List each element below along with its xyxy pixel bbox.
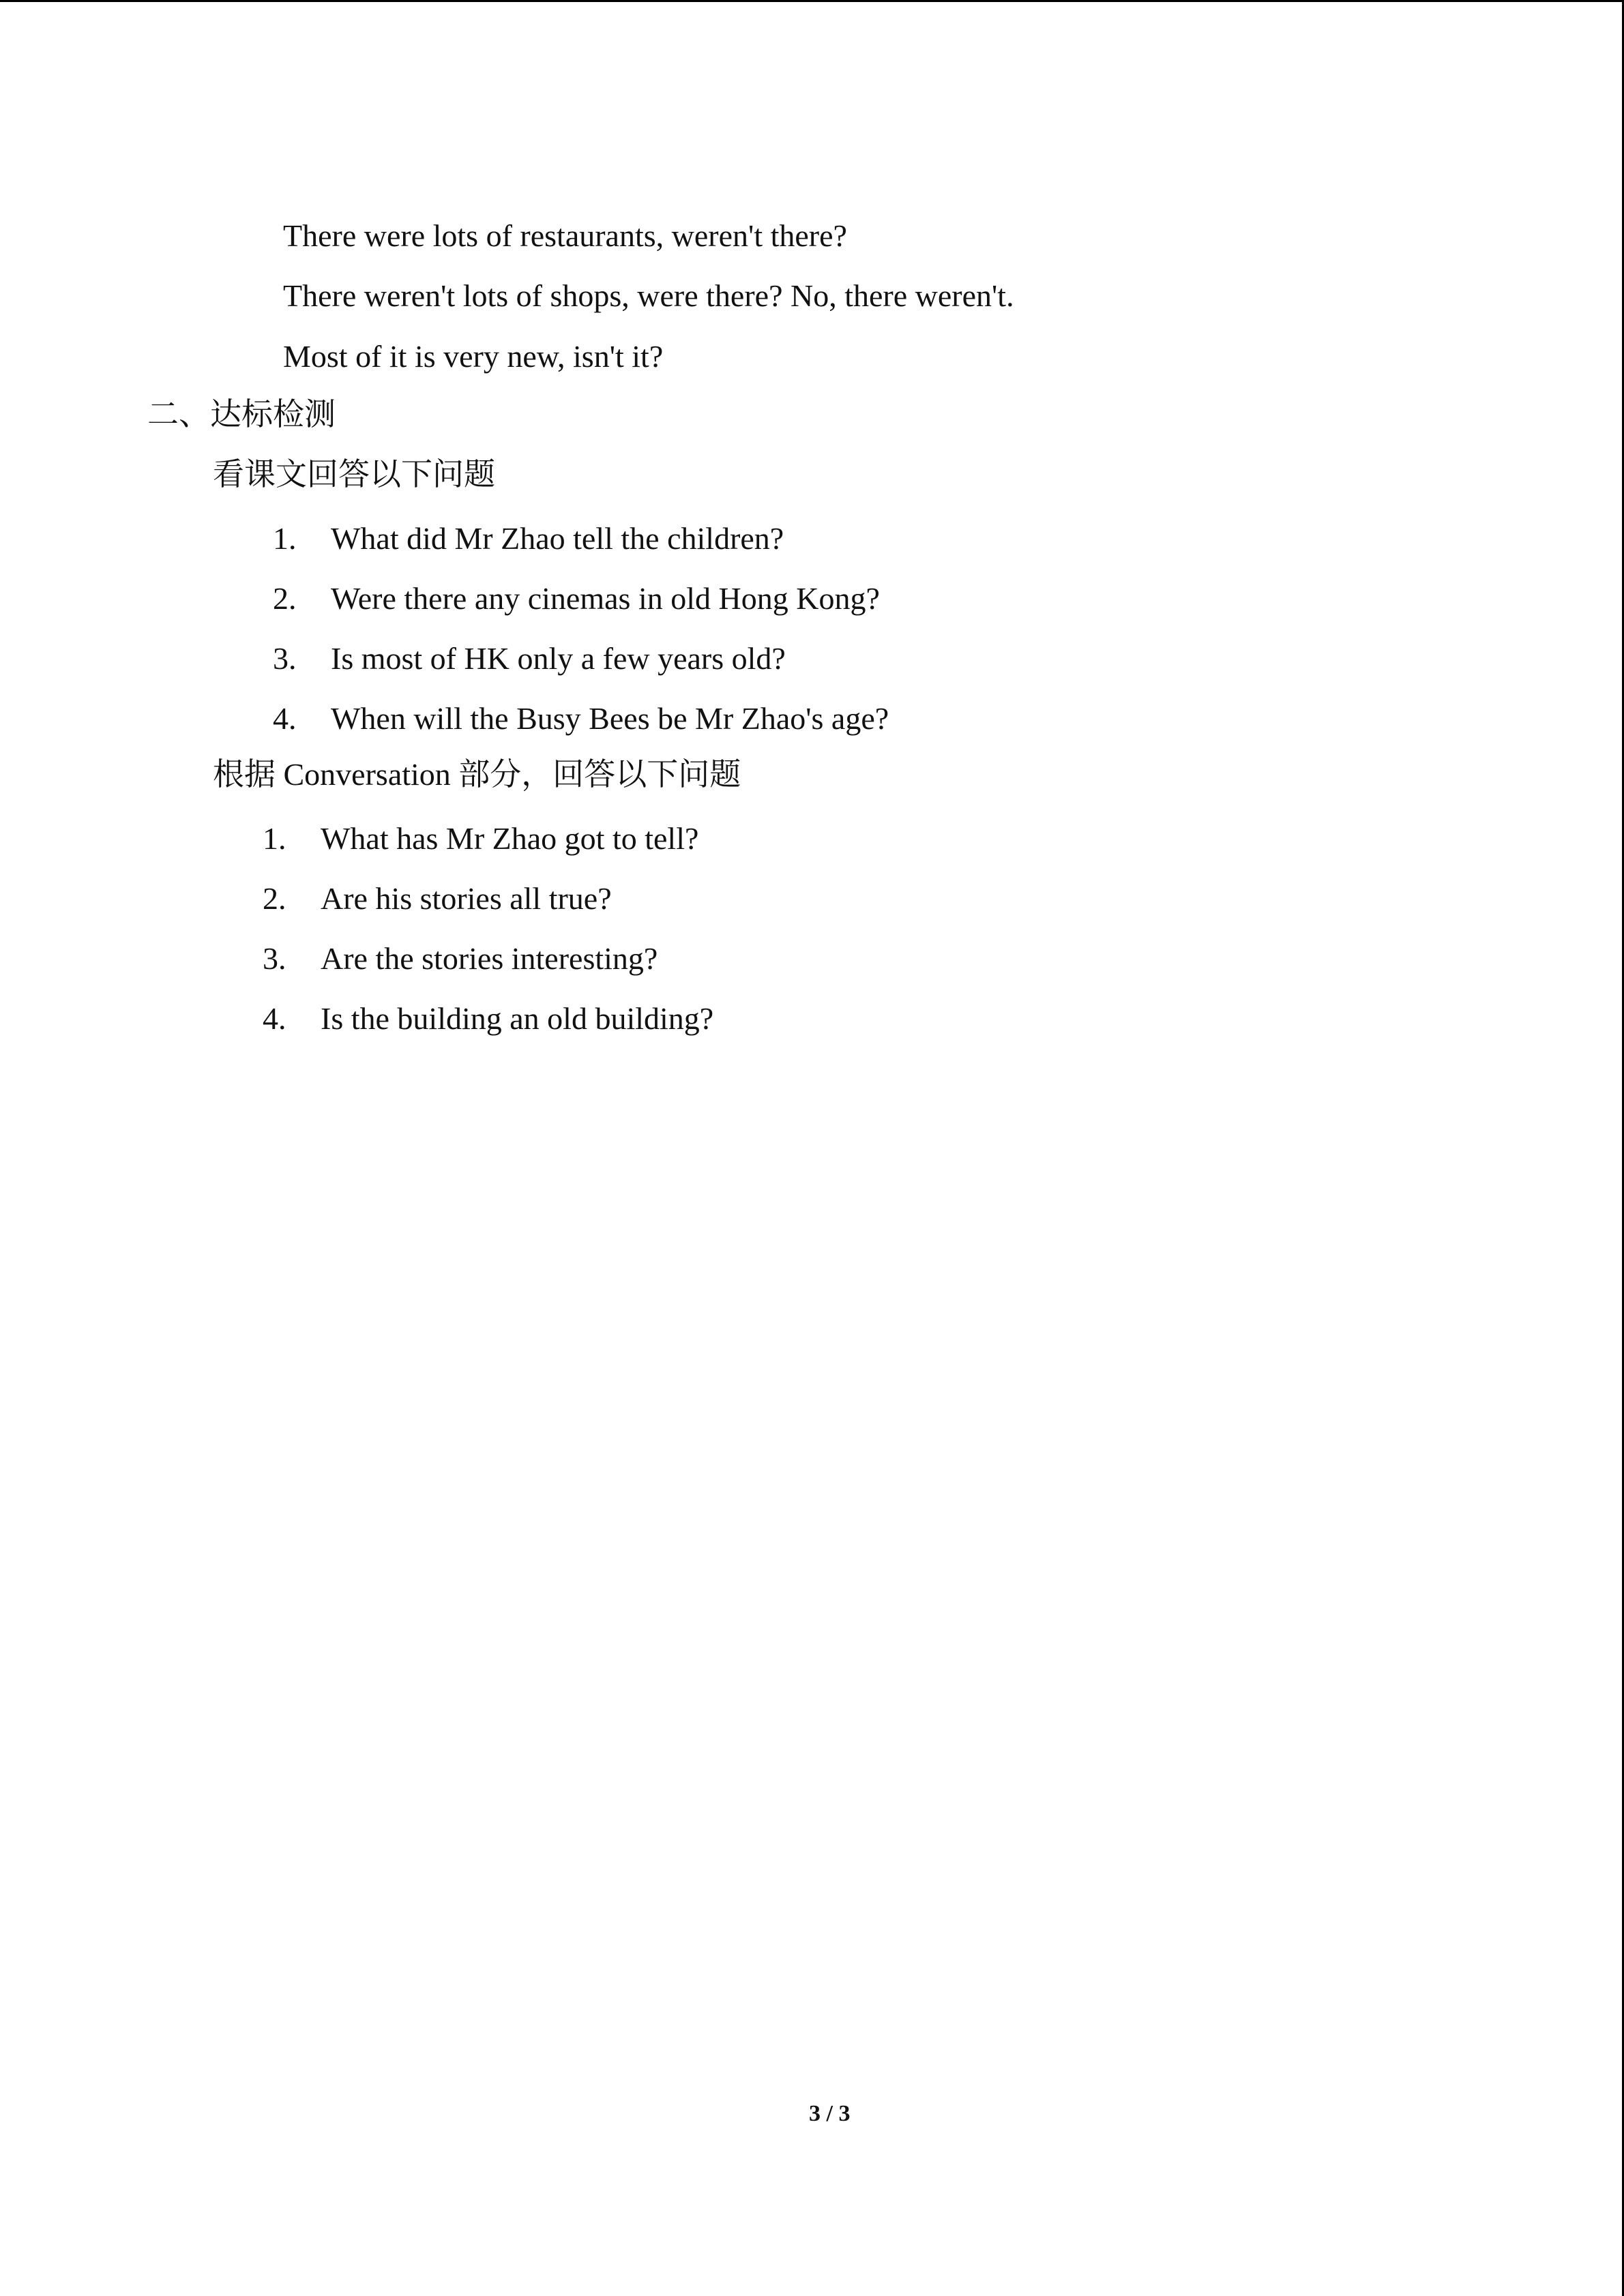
example-sentence: Most of it is very new, isn't it? <box>283 339 664 374</box>
question-number: 3. <box>273 641 297 676</box>
question-text: Were there any cinemas in old Hong Kong? <box>331 581 880 616</box>
section-heading: 二、达标检测 <box>147 397 336 432</box>
question-text: When will the Busy Bees be Mr Zhao's age? <box>331 701 889 736</box>
question-text: Are the stories interesting? <box>321 941 658 976</box>
question-text: Is most of HK only a few years old? <box>331 641 786 676</box>
example-sentence: There were lots of restaurants, weren't there? <box>283 218 847 253</box>
question-text: Is the building an old building? <box>321 1001 714 1036</box>
example-sentence: There weren't lots of shops, were there? No, there weren't. <box>283 278 1014 313</box>
question-text: What has Mr Zhao got to tell? <box>321 821 699 856</box>
question-text: Are his stories all true? <box>321 881 612 916</box>
question-number: 1. <box>263 821 286 856</box>
question-text: What did Mr Zhao tell the children? <box>331 521 784 556</box>
page-number: 3 / 3 <box>809 2101 851 2126</box>
page-border-top <box>0 0 1624 2</box>
question-number: 3. <box>263 941 286 976</box>
question-number: 4. <box>263 1001 286 1036</box>
question-number: 2. <box>263 881 286 916</box>
question-number: 2. <box>273 581 297 616</box>
part2-instruction: 根据 Conversation 部分，回答以下问题 <box>213 757 741 792</box>
part1-instruction: 看课文回答以下问题 <box>213 457 495 492</box>
question-number: 1. <box>273 521 297 556</box>
question-number: 4. <box>273 701 297 736</box>
